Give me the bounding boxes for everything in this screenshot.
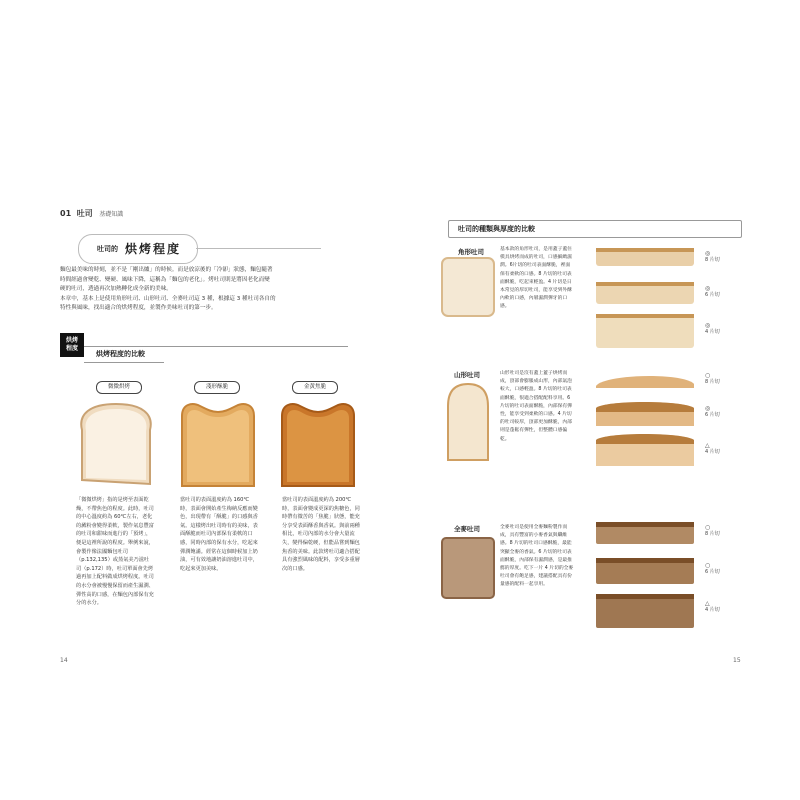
intro-text [60,266,350,314]
page-number: 15 [733,657,741,664]
rating-cut: 8 片切 [705,379,720,385]
wholewheat-bread-slices [594,520,698,630]
rating-symbol: ○ [705,524,711,531]
loaf-bread-slices [594,370,698,470]
intro-line: 特性與風味，找出適合的烘烤程度，並製作美味吐司的第一步。 [60,305,217,311]
loaf-bread-image [444,382,492,464]
bread-type-label: 角形吐司 [458,248,484,256]
section-title-prefix: 吐司的 [97,245,118,253]
rating-cut: 8 片切 [705,531,720,537]
section-title-main: 烘烤程度 [125,242,182,256]
rating-symbol: ○ [705,562,711,569]
wholewheat-bread-image [440,536,496,600]
rating-cut: 4 片切 [705,607,720,613]
golden-toast-image [278,400,358,490]
rating-cut: 8 片切 [705,257,720,263]
bread-description: 基本款的角形吐司，是用蓋子蓋住模具烘烤而成的吐司，口感細緻濕潤。6片切的吐司表面酥脆，裡面保有柔軟的口感。8 片切的吐司表面酥脆，吃起來輕盈。4 片切是日本常見的厚切吐司，能享受到外酥內軟的口感，內層濕潤彈牙的口感。 [500,247,572,310]
rating-4 [705,322,745,336]
bread-description: 山形吐司是沒有蓋上蓋子烘烤而成，頂部會膨脹成山形，內部氣泡較大，口感輕盈。8 片切的吐司表面酥脆，很適合搭配配料享用。6 片切的吐司表面酥脆，內部保有彈性，能享受到柔軟的口感。4 片切的吐司較厚，頂部更加酥脆，內部則是蓬鬆有彈性，但整體口感偏乾。 [500,371,572,442]
medium-toast-image [178,400,258,490]
rating-cut: 6 片切 [705,292,720,298]
toast-level-label: 金黃焦脆 [292,381,338,394]
rating-symbol: ◎ [705,322,711,329]
section-tag-label: 烘烤程度 [65,337,78,352]
light-toast-image [76,400,156,490]
intro-line: 麵包最美味的時刻，並不是「剛出爐」的時候。而是放涼後的「冷卻」狀態，麵包隨著 [60,267,273,273]
rating-cut: 4 片切 [705,329,720,335]
divider-line [84,346,348,347]
toast-level-label: 淺形酥脆 [194,381,240,394]
bread-type-label: 山形吐司 [454,371,480,379]
intro-line: 本章中，基本上是使用角形吐司、山形吐司、全麥吐司這 3 種，根據這 3 種吐司各自的 [60,295,276,302]
chapter-subtitle: 基礎知識 [99,211,124,218]
comparison-header [448,220,742,238]
toast-level-description: 當吐司的表面溫度約為 200℃時，表面會變成更深的焦糖色，同時帶有微苦的「焦脆」狀態，能充分享受表面酥香與香氣。與前兩種相比，吐司內部的水分會大量流失，變得偏乾硬，但能品嘗到麵包焦香的美味。此款烤吐司適合搭配具有強烈風味的配料，享受多重層次的口感。 [282,497,360,572]
rating-symbol: ◎ [705,250,711,257]
rating-symbol: ○ [705,372,711,379]
rating-8 [705,524,745,538]
title-divider [196,248,321,249]
rating-cut: 6 片切 [705,569,720,575]
rating-6 [705,405,745,419]
bread-type-label: 全麥吐司 [454,525,480,533]
rating-symbol: △ [705,600,710,607]
square-bread-image [440,256,496,318]
rating-6 [705,285,745,299]
rating-symbol: △ [705,442,710,449]
rating-symbol: ◎ [705,285,711,292]
chapter-number: 01 [60,209,72,218]
comparison-header-label: 吐司的種類與厚度的比較 [458,225,535,233]
intro-line: 時間經過會變乾、變硬、風味下降，這稱為「麵包的老化」。烤吐司則是將因老化而變 [60,276,270,283]
toast-level-description: 當吐司的表面溫度約為 160℃時，表面會開始產生梅納反應而變色，出現帶有「酥脆」的口感與香氣。這樣烤出吐司時有的美味，表面酥脆而吐司內部保有柔軟的口感，同時內部的保有水分，吃起來彈潤飽滿。經常在這個時候加上奶油，可有效地讓奶油溶進吐司中，吃起來更加美味。 [180,497,258,572]
chapter-title: 吐司 [76,209,93,218]
toast-level-label: 微微烘烤 [96,381,142,394]
rating-4 [705,600,745,614]
section-title [78,234,198,264]
divider-line [84,362,164,363]
rating-4 [705,442,745,456]
intro-line: 硬的吐司，透過再次加熱轉化成全新的美味。 [60,286,172,292]
rating-symbol: ◎ [705,405,711,412]
rating-8 [705,250,745,264]
toast-level-description: 「微微烘烤」指的是烤至表面乾燥，不帶焦色的程度。此時，吐司的中心溫度約為 60℃左右，老化的澱粉會變得柔軟，製作氣息豐富的吐司和甜味而進行的「預烤」，便是這裡所說的程度。舉例來說，會製作像法國麵包吐司（p.132,135）或蒸氣美乃滋吐司（p.172）時，吐司單面會先烤過再加上配料做成烘烤程度。吐司的水分會被慢慢保留而產生濕潤、彈性高的口感，在麵包內部保有充分的水分。 [76,497,154,607]
rating-cut: 4 片切 [705,449,720,455]
square-bread-slices [594,246,698,350]
rating-8 [705,372,745,386]
section-tag [60,333,84,357]
rating-6 [705,562,745,576]
bread-description: 全麥吐司是使用全麥麵粉製作而成，具有豐富的小麥香氣與纖維感。8 片切的吐司口感酥脆，最能突顯全麥的香氣。6 片切的吐司表面酥脆，內部保有濕潤感，是最推薦的厚度。吃下一片 4 片切的全麥吐司會有飽足感，建議搭配具有份量感的配料一起享用。 [500,525,574,588]
rating-cut: 6 片切 [705,412,720,418]
right-page [400,0,800,800]
compare-title: 烘烤程度的比較 [96,350,145,358]
page-number: 14 [60,657,68,664]
page-header [60,208,123,219]
